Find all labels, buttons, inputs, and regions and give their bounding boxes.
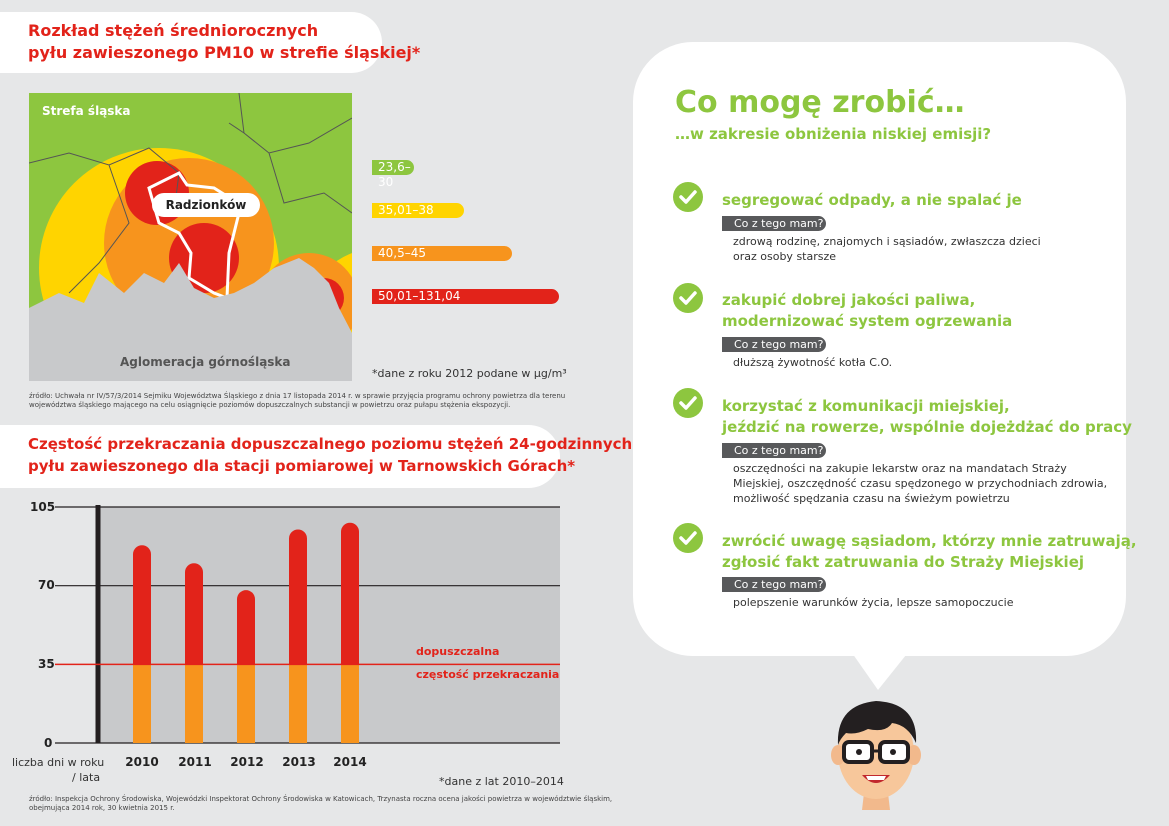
- map-title-line2: pyłu zawieszonego PM10 w strefie śląskiej*: [28, 43, 421, 62]
- ytick-70: 70: [38, 578, 55, 592]
- bar-chart: [0, 495, 570, 755]
- exceed-label: częstość przekraczania: [416, 668, 560, 681]
- ytick-0: 0: [44, 736, 53, 750]
- ytick-35: 35: [38, 657, 55, 671]
- tip3-heading-line1: korzystać z komunikacji miejskiej,: [722, 397, 1010, 415]
- bar-2012-below: [237, 664, 255, 743]
- bar-2013-above: [289, 529, 307, 673]
- bubble-tail: [850, 650, 910, 690]
- bar-2012-above: [237, 590, 255, 673]
- map-footnote: *dane z roku 2012 podane w μg/m³: [372, 367, 567, 380]
- eye-right: [890, 749, 896, 755]
- bar-2014-below: [341, 664, 359, 743]
- ylabel-line2: / lata: [72, 771, 101, 784]
- tip4-text1: polepszenie warunków życia, lepsze samopoczucie: [733, 596, 1014, 609]
- year-2010: 2010: [125, 755, 159, 769]
- chart-title-line1: Częstość przekraczania dopuszczalnego poziomu stężeń 24-godzinnych: [28, 435, 633, 453]
- tip4-benefit-tag: Co z tego mam?: [722, 577, 826, 592]
- map-title-line1: Rozkład stężeń średniorocznych: [28, 21, 319, 40]
- year-2014: 2014: [333, 755, 367, 769]
- tip3-heading-line2: jeździć na rowerze, wspólnie dojeżdżać do pracy: [722, 418, 1132, 436]
- tip2-heading-line2: modernizować system ogrzewania: [722, 312, 1013, 330]
- check-icon: [673, 523, 703, 553]
- check-icon: [673, 182, 703, 212]
- bar-2010-above: [133, 545, 151, 673]
- tip1-heading: segregować odpady, a nie spalać je: [722, 191, 1022, 209]
- bar-2011-above: [185, 563, 203, 673]
- tip3-text3: możliwość spędzania czasu na świeżym powietrzu: [733, 492, 1010, 505]
- ytick-105: 105: [30, 500, 56, 514]
- bar-2010-below: [133, 664, 151, 743]
- tip2-heading-line1: zakupić dobrej jakości paliwa,: [722, 291, 976, 309]
- tip1-text1: zdrową rodzinę, znajomych i sąsiadów, zwłaszcza dzieci: [733, 235, 1041, 248]
- eye-left: [856, 749, 862, 755]
- year-2013: 2013: [282, 755, 316, 769]
- year-2011: 2011: [178, 755, 212, 769]
- agglomeration-label: Aglomeracja górnośląska: [120, 355, 291, 369]
- tip4-heading-line2: zgłosić fakt zatruwania do Straży Miejskiej: [722, 553, 1085, 571]
- tip2-text1: dłuższą żywotność kotła C.O.: [733, 356, 893, 369]
- check-icon: [673, 283, 703, 313]
- tip3-benefit-tag: Co z tego mam?: [722, 443, 826, 458]
- legend-red: 50,01–131,04: [372, 289, 559, 304]
- check-icon: [673, 388, 703, 418]
- legend-yellow: 35,01–38: [372, 203, 464, 218]
- tip4-heading-line1: zwrócić uwagę sąsiadom, którzy mnie zatruwają,: [722, 532, 1137, 550]
- tip3-text2: Miejskiej, oszczędność czasu spędzonego w przychodniach zdrowia,: [733, 477, 1108, 490]
- tips-title: Co mogę zrobić…: [675, 85, 965, 120]
- legend-green: 23,6–30: [372, 160, 414, 175]
- city-label: Radzionków: [152, 193, 260, 217]
- bar-2011-below: [185, 664, 203, 743]
- chart-plot-area: [98, 507, 560, 743]
- zone-label: Strefa śląska: [42, 104, 131, 118]
- chart-source-line1: źródło: Inspekcja Ochrony Środowiska, Wojewódzki Inspektorat Ochrony Środowiska w Katowicach, Trzynasta roczna ocena jakości powietrza w województwie śląskim,: [29, 795, 613, 803]
- map-source-line1: źródło: Uchwała nr IV/57/3/2014 Sejmiku Województwa Śląskiego z dnia 17 listopada 2014 r. w sprawie przyjęcia programu ochrony powietrza dla terenu: [29, 392, 566, 400]
- bar-2013-below: [289, 664, 307, 743]
- threshold-label: dopuszczalna: [416, 645, 500, 658]
- bar-2014-above: [341, 523, 359, 674]
- chart-footnote: *dane z lat 2010–2014: [439, 775, 564, 788]
- character-face: [826, 695, 926, 810]
- tip1-benefit-tag: Co z tego mam?: [722, 216, 826, 231]
- year-2012: 2012: [230, 755, 264, 769]
- tip2-benefit-tag: Co z tego mam?: [722, 337, 826, 352]
- chart-source-line2: obejmująca 2014 rok, 30 kwietnia 2015 r.: [29, 804, 175, 812]
- pm10-map: [29, 93, 352, 381]
- legend-orange: 40,5–45: [372, 246, 512, 261]
- chart-title-line2: pyłu zawieszonego dla stacji pomiarowej w Tarnowskich Górach*: [28, 457, 576, 475]
- ylabel-line1: liczba dni w roku: [12, 756, 105, 769]
- tips-subtitle: …w zakresie obniżenia niskiej emisji?: [675, 125, 992, 143]
- tip3-text1: oszczędności na zakupie lekarstw oraz na mandatach Straży: [733, 462, 1067, 475]
- map-source-line2: województwa śląskiego mającego na celu osiągnięcie poziomów dopuszczalnych substancji w powietrzu oraz pułapu stężenia ekspozycji.: [29, 401, 511, 409]
- tip1-text2: oraz osoby starsze: [733, 250, 837, 263]
